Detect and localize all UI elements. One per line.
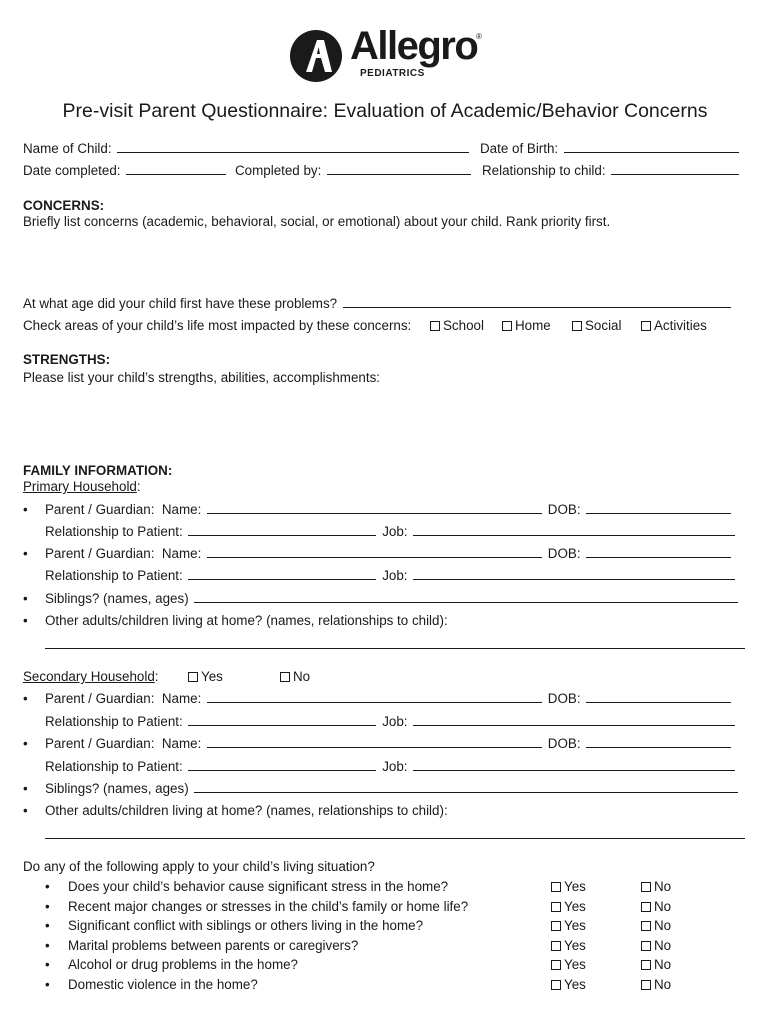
area-social[interactable] (572, 318, 621, 333)
primary-guardian-1-relationship-row (45, 524, 737, 539)
secondary-guardian-1-name-field[interactable] (207, 691, 542, 703)
relationship-to-patient-label: Relationship to Patient: (45, 759, 183, 774)
living-item-bullet: • (45, 898, 50, 914)
living-item-text: Significant conflict with siblings or others living in the home? (68, 918, 424, 934)
secondary-other-adults-bullet: • (23, 803, 28, 818)
social-label: Social (585, 318, 622, 333)
living-item-yes-option[interactable] (551, 918, 586, 933)
primary-guardian-1-bullet: • (23, 502, 28, 517)
living-item-yes-checkbox[interactable] (551, 980, 561, 990)
dob-row (480, 141, 741, 156)
guardian-label: Parent / Guardian: (45, 546, 155, 561)
primary-guardian-2-name-field[interactable] (207, 546, 542, 558)
child-name-row (23, 141, 471, 156)
living-item-text: Does your child’s behavior cause significant stress in the home? (68, 879, 449, 894)
secondary-other-adults-field[interactable] (45, 838, 745, 839)
completed-by-row (235, 163, 473, 178)
date-completed-label: Date completed: (23, 163, 121, 178)
primary-guardian-2-row (45, 546, 733, 561)
page-title: Pre-visit Parent Questionnaire: Evaluation of Academic/Behavior Concerns (62, 100, 708, 122)
concerns-instruction: Briefly list concerns (academic, behavioral, social, or emotional) about your child. Rank priority first. (23, 214, 611, 229)
secondary-household-label (23, 669, 159, 684)
job-label: Job: (382, 524, 408, 539)
living-situation-question: Do any of the following apply to your child’s living situation? (23, 859, 375, 874)
living-item-no-checkbox[interactable] (641, 921, 651, 931)
primary-household-colon: : (136, 479, 141, 494)
living-item-yes-label: Yes (564, 937, 586, 953)
secondary-guardian-2-name-field[interactable] (207, 736, 542, 748)
living-item-yes-label: Yes (564, 957, 586, 973)
activities-checkbox[interactable] (641, 321, 651, 331)
family-heading: FAMILY INFORMATION: (23, 463, 173, 478)
home-checkbox[interactable] (502, 321, 512, 331)
secondary-other-adults-label: Other adults/children living at home? (names, relationships to child): (45, 803, 448, 818)
secondary-guardian-1-dob-field[interactable] (586, 691, 731, 703)
home-label: Home (515, 318, 551, 333)
relationship-to-patient-label: Relationship to Patient: (45, 714, 183, 729)
secondary-guardian-1-relationship-field[interactable] (188, 714, 376, 726)
age-question-label: At what age did your child first have these problems? (23, 296, 338, 311)
guardian-dob-label: DOB: (547, 736, 581, 751)
age-question-field[interactable] (343, 296, 731, 308)
relationship-row (482, 163, 741, 178)
secondary-siblings-field[interactable] (194, 781, 738, 793)
living-item-no-label: No (654, 957, 672, 973)
secondary-guardian-2-job-field[interactable] (413, 759, 735, 771)
logo-brand-text: Allegro (350, 24, 478, 68)
secondary-guardian-1-bullet: • (23, 691, 28, 706)
guardian-label: Parent / Guardian: (45, 502, 155, 517)
living-item-no-label: No (654, 977, 672, 992)
primary-siblings-row (45, 591, 740, 606)
primary-siblings-field[interactable] (194, 591, 738, 603)
child-name-label: Name of Child: (23, 141, 112, 156)
guardian-name-label: Name: (161, 736, 202, 751)
living-item-bullet: • (45, 937, 50, 953)
logo-registered-mark: ® (476, 32, 482, 41)
living-item-yes-label: Yes (564, 879, 586, 894)
guardian-dob-label: DOB: (547, 691, 581, 706)
primary-guardian-2-relationship-field[interactable] (188, 568, 376, 580)
strengths-heading: STRENGTHS: (23, 352, 111, 367)
guardian-dob-label: DOB: (547, 502, 581, 517)
secondary-yes-checkbox[interactable] (188, 672, 198, 682)
primary-household-label (23, 479, 141, 494)
guardian-name-label: Name: (161, 691, 202, 706)
living-item-no-option[interactable] (641, 938, 671, 953)
living-item-yes-checkbox[interactable] (551, 960, 561, 970)
primary-guardian-2-bullet: • (23, 546, 28, 561)
living-item-no-option[interactable] (641, 977, 671, 992)
living-item-yes-checkbox[interactable] (551, 882, 561, 892)
primary-guardian-2-relationship-row (45, 568, 737, 583)
primary-other-adults-label: Other adults/children living at home? (names, relationships to child): (45, 613, 448, 628)
primary-other-adults-bullet: • (23, 613, 28, 628)
living-item-no-checkbox[interactable] (641, 902, 651, 912)
relationship-label: Relationship to child: (482, 163, 606, 178)
activities-label: Activities (654, 318, 707, 333)
living-item-bullet: • (45, 918, 50, 934)
secondary-yes-option[interactable] (188, 669, 223, 684)
concerns-heading: CONCERNS: (23, 198, 105, 213)
living-item-no-option[interactable] (641, 879, 671, 894)
job-label: Job: (382, 568, 408, 583)
living-item-text: Alcohol or drug problems in the home? (68, 957, 299, 973)
primary-other-adults-field[interactable] (45, 648, 745, 649)
living-item-yes-checkbox[interactable] (551, 921, 561, 931)
primary-household-text: Primary Household (23, 479, 137, 494)
areas-question-label: Check areas of your child’s life most impacted by these concerns: (23, 318, 412, 333)
living-item-no-checkbox[interactable] (641, 960, 651, 970)
living-item-yes-option[interactable] (551, 977, 586, 992)
living-item-no-label: No (654, 879, 672, 894)
secondary-siblings-row (45, 781, 740, 796)
school-checkbox[interactable] (430, 321, 440, 331)
living-item-bullet: • (45, 977, 50, 992)
primary-guardian-1-name-field[interactable] (207, 502, 542, 514)
job-label: Job: (382, 714, 408, 729)
area-activities[interactable] (641, 318, 707, 333)
strengths-answer-area[interactable] (23, 390, 743, 456)
completed-by-field[interactable] (327, 163, 471, 175)
strengths-instruction: Please list your child’s strengths, abilities, accomplishments: (23, 370, 380, 385)
living-item-no-label: No (654, 898, 672, 914)
dob-field[interactable] (564, 141, 739, 153)
primary-guardian-2-job-field[interactable] (413, 568, 735, 580)
living-item-bullet: • (45, 957, 50, 973)
secondary-guardian-2-dob-field[interactable] (586, 736, 731, 748)
secondary-siblings-bullet: • (23, 781, 28, 796)
living-item-bullet: • (45, 879, 50, 894)
secondary-household-colon: : (154, 669, 159, 684)
secondary-no-option[interactable] (280, 669, 310, 684)
living-item-yes-option[interactable] (551, 879, 586, 894)
living-item-yes-option[interactable] (551, 938, 586, 953)
living-item-text: Recent major changes or stresses in the child’s family or home life? (68, 898, 469, 914)
guardian-dob-label: DOB: (547, 546, 581, 561)
logo-subtitle: PEDIATRICS (360, 68, 425, 79)
living-item-no-label: No (654, 918, 672, 934)
allegro-logo-icon (288, 28, 344, 84)
living-item-no-label: No (654, 937, 672, 953)
dob-label: Date of Birth: (480, 141, 559, 156)
living-item-yes-label: Yes (564, 977, 586, 992)
social-checkbox[interactable] (572, 321, 582, 331)
siblings-label: Siblings? (names, ages) (45, 781, 189, 796)
secondary-household-text: Secondary Household (23, 669, 155, 684)
secondary-guardian-1-row (45, 691, 733, 706)
secondary-guardian-1-job-field[interactable] (413, 714, 735, 726)
living-item-yes-label: Yes (564, 918, 586, 934)
living-item-yes-checkbox[interactable] (551, 902, 561, 912)
guardian-name-label: Name: (161, 502, 202, 517)
relationship-to-patient-label: Relationship to Patient: (45, 568, 183, 583)
guardian-name-label: Name: (161, 546, 202, 561)
primary-guardian-1-job-field[interactable] (413, 524, 735, 536)
allegro-logo (288, 26, 488, 84)
primary-guardian-1-dob-field[interactable] (586, 502, 731, 514)
secondary-guardian-2-relationship-row (45, 759, 737, 774)
child-name-field[interactable] (117, 141, 469, 153)
secondary-yes-label: Yes (201, 669, 223, 684)
living-item-no-checkbox[interactable] (641, 882, 651, 892)
primary-guardian-1-relationship-field[interactable] (188, 524, 376, 536)
school-label: School (443, 318, 484, 333)
living-item-no-checkbox[interactable] (641, 941, 651, 951)
guardian-label: Parent / Guardian: (45, 691, 155, 706)
area-home[interactable] (502, 318, 551, 333)
secondary-guardian-2-bullet: • (23, 736, 28, 751)
living-item-yes-checkbox[interactable] (551, 941, 561, 951)
siblings-label: Siblings? (names, ages) (45, 591, 189, 606)
relationship-field[interactable] (611, 163, 739, 175)
secondary-guardian-2-row (45, 736, 733, 751)
secondary-guardian-1-relationship-row (45, 714, 737, 729)
living-item-text: Domestic violence in the home? (68, 977, 258, 992)
living-item-yes-option[interactable] (551, 957, 586, 972)
date-completed-row (23, 163, 228, 178)
secondary-no-label: No (293, 669, 311, 684)
guardian-label: Parent / Guardian: (45, 736, 155, 751)
age-question-row (23, 296, 733, 311)
living-item-yes-option[interactable] (551, 899, 586, 914)
living-item-no-checkbox[interactable] (641, 980, 651, 990)
primary-guardian-1-row (45, 502, 733, 517)
date-completed-field[interactable] (126, 163, 226, 175)
secondary-no-checkbox[interactable] (280, 672, 290, 682)
primary-guardian-2-dob-field[interactable] (586, 546, 731, 558)
primary-siblings-bullet: • (23, 591, 28, 606)
secondary-guardian-2-relationship-field[interactable] (188, 759, 376, 771)
living-item-yes-label: Yes (564, 898, 586, 914)
completed-by-label: Completed by: (235, 163, 322, 178)
living-item-no-option[interactable] (641, 918, 671, 933)
living-item-no-option[interactable] (641, 957, 671, 972)
area-school[interactable] (430, 318, 484, 333)
living-item-text: Marital problems between parents or caregivers? (68, 937, 359, 953)
living-item-no-option[interactable] (641, 899, 671, 914)
job-label: Job: (382, 759, 408, 774)
relationship-to-patient-label: Relationship to Patient: (45, 524, 183, 539)
